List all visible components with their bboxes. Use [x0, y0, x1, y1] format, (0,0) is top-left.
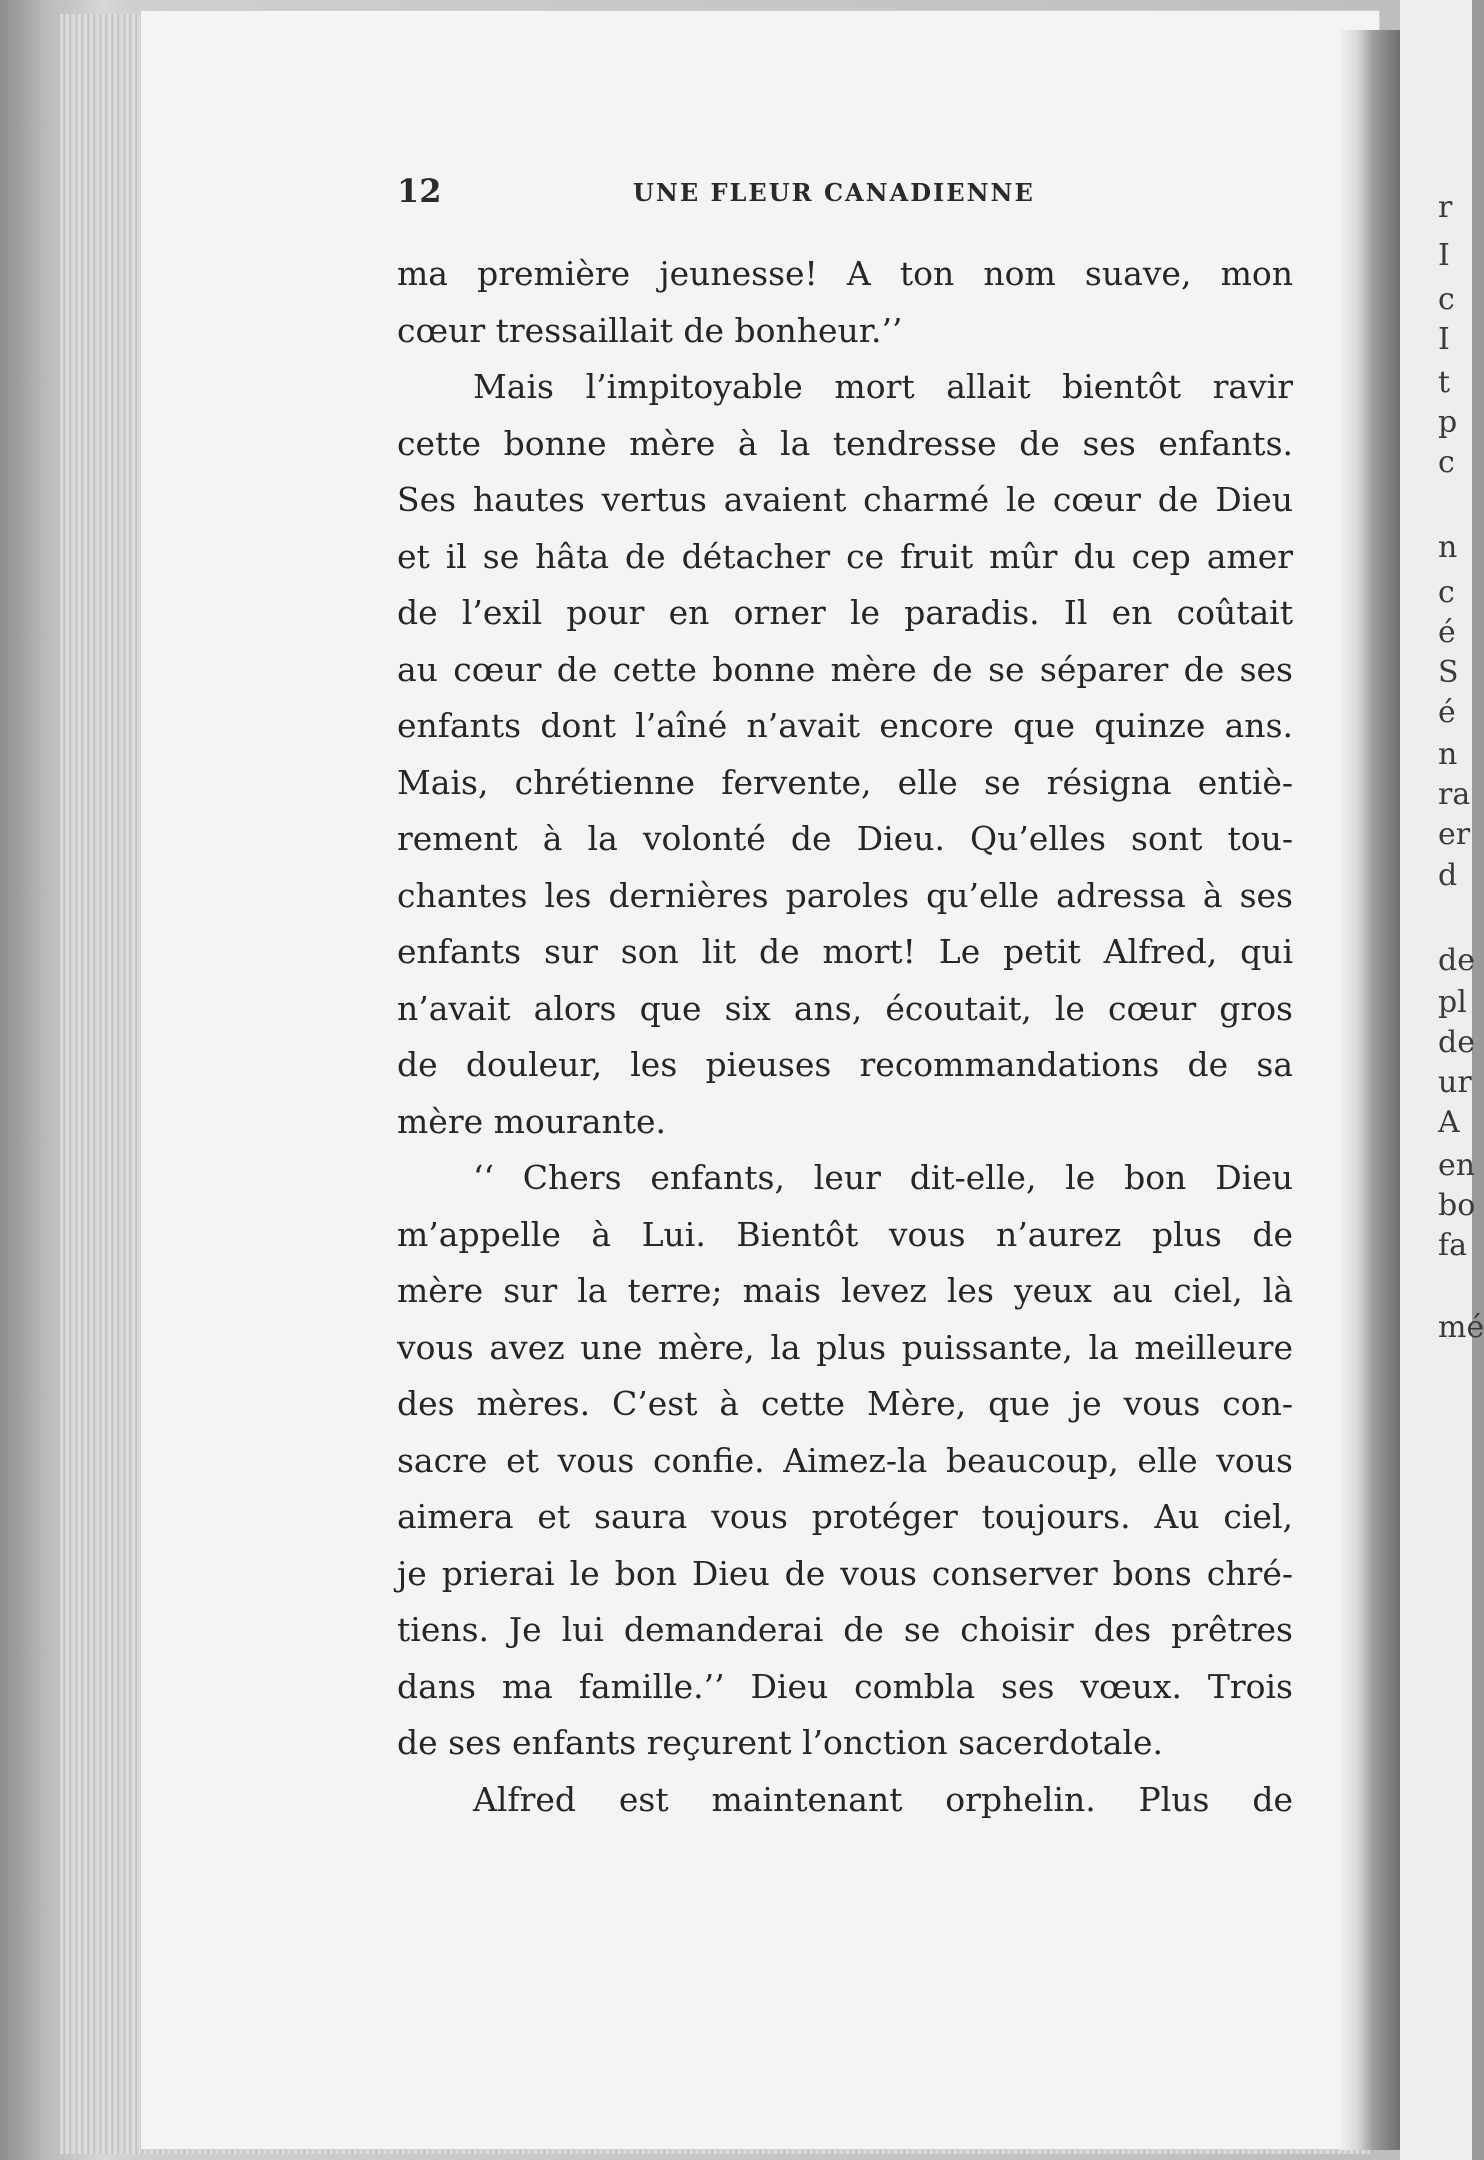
facing-page-fragment: d [1438, 858, 1458, 893]
text-line: ‘‘ Chers enfants, leur dit-elle, le bon Dieu [473, 1158, 1293, 1197]
text-line: dans ma famille.’’ Dieu combla ses vœux. Trois [397, 1666, 1293, 1706]
facing-page-fragment: p [1438, 405, 1458, 440]
text-line: de douleur, les pieuses recommandations de sa [397, 1045, 1293, 1084]
facing-page-fragment: en [1438, 1148, 1476, 1183]
facing-page-fragment: t [1438, 365, 1451, 400]
facing-page-fragment: de [1438, 1025, 1475, 1060]
text-line: de ses enfants reçurent l’onction sacerdotale. [397, 1723, 1163, 1762]
text-line: ma première jeunesse! A ton nom suave, mon [397, 254, 1293, 293]
text-line: rement à la volonté de Dieu. Qu’elles sont tou- [397, 819, 1293, 858]
facing-page-fragment: I [1438, 238, 1450, 273]
facing-page-fragment: ur [1438, 1065, 1472, 1100]
facing-page-fragment: c [1438, 575, 1455, 610]
facing-page-edge [1400, 0, 1484, 2160]
text-line: mère mourante. [397, 1101, 667, 1141]
text-line: enfants sur son lit de mort! Le petit Alfred, qui [397, 932, 1293, 971]
facing-page-fragment: I [1438, 322, 1450, 357]
text-line: Mais, chrétienne fervente, elle se résigna entiè- [397, 762, 1293, 802]
text-line: n’avait alors que six ans, écoutait, le cœur gros [397, 988, 1293, 1028]
facing-page-fragment: n [1438, 737, 1458, 772]
page-number: 12 [397, 172, 442, 210]
text-line: au cœur de cette bonne mère de se séparer de ses [397, 649, 1293, 689]
text-line: enfants dont l’aîné n’avait encore que quinze ans. [397, 706, 1293, 745]
text-line: cœur tressaillait de bonheur.’’ [397, 310, 903, 350]
facing-page-fragment: fa [1438, 1228, 1467, 1263]
text-line: m’appelle à Lui. Bientôt vous n’aurez plus de [397, 1214, 1293, 1254]
text-line: aimera et saura vous protéger toujours. Au ciel, [397, 1497, 1293, 1536]
text-line: de l’exil pour en orner le paradis. Il en coûtait [397, 593, 1293, 632]
text-line: tiens. Je lui demanderai de se choisir des prêtres [397, 1610, 1293, 1649]
facing-page-fragment: c [1438, 282, 1455, 317]
facing-page-fragment: S [1438, 655, 1459, 690]
text-line: Mais l’impitoyable mort allait bientôt ravir [473, 367, 1293, 406]
facing-page-fragment: mé [1438, 1310, 1484, 1345]
page-header [397, 172, 1297, 212]
text-line: cette bonne mère à la tendresse de ses enfants. [397, 423, 1293, 463]
facing-page-fragment: r [1438, 190, 1453, 225]
running-title: UNE FLEUR CANADIENNE [633, 178, 1035, 207]
body-text [397, 246, 1293, 1828]
facing-page-fragment: pl [1438, 985, 1467, 1020]
page-gutter [1340, 30, 1400, 2150]
facing-page-fragment: ra [1438, 777, 1471, 812]
facing-page-fragment: é [1438, 615, 1456, 650]
text-line: Alfred est maintenant orphelin. Plus de [473, 1779, 1293, 1819]
text-line: et il se hâta de détacher ce fruit mûr du cep amer [397, 536, 1293, 576]
text-line: des mères. C’est à cette Mère, que je vous con- [397, 1384, 1293, 1423]
text-line: Ses hautes vertus avaient charmé le cœur de Dieu [397, 480, 1293, 519]
facing-page-fragment: c [1438, 445, 1455, 480]
facing-page-fragment: n [1438, 530, 1458, 565]
facing-page-fragment: bo [1438, 1188, 1476, 1223]
text-line: je prierai le bon Dieu de vous conserver bons chré- [397, 1553, 1293, 1593]
facing-page-fragment: er [1438, 817, 1471, 852]
text-line: vous avez une mère, la plus puissante, la meilleure [397, 1327, 1293, 1367]
text-line: mère sur la terre; mais levez les yeux au ciel, là [397, 1271, 1293, 1310]
facing-page-fragment: de [1438, 943, 1475, 978]
facing-page-fragment: A [1438, 1105, 1460, 1140]
text-line: chantes les dernières paroles qu’elle adressa à ses [397, 875, 1293, 915]
facing-page-fragment: é [1438, 695, 1456, 730]
text-line: sacre et vous confie. Aimez-la beaucoup, elle vous [397, 1440, 1293, 1480]
